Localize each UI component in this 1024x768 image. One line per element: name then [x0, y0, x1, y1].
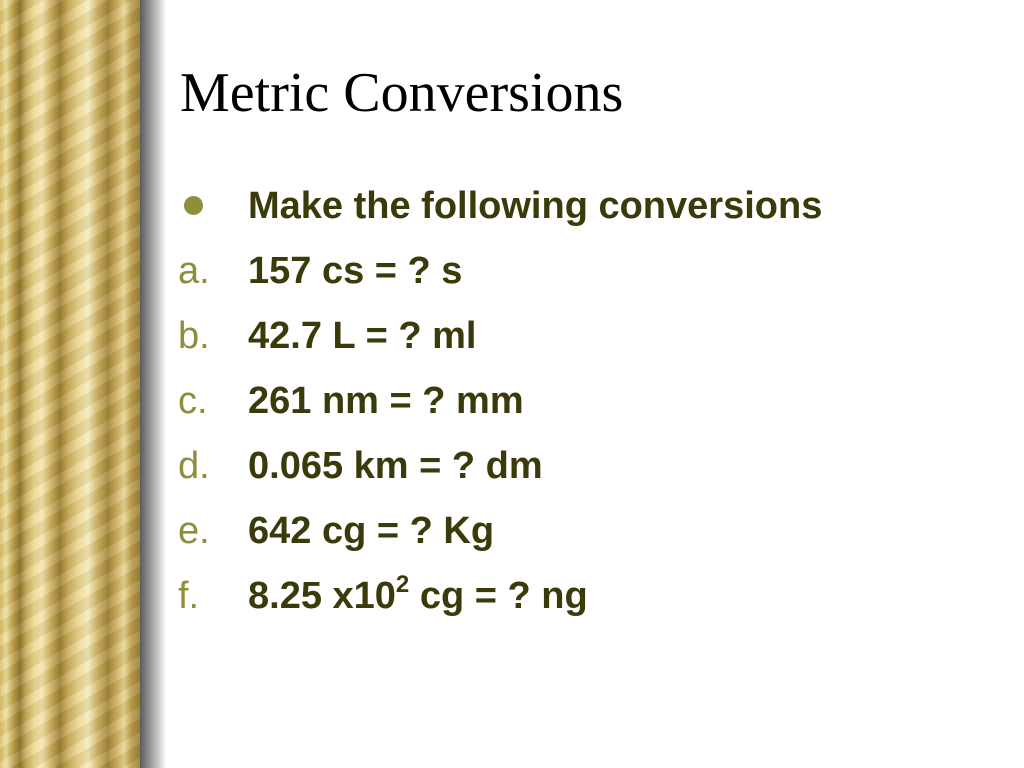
item-marker: c. — [178, 380, 208, 422]
gold-pillar-decoration — [0, 0, 140, 768]
item-marker: e. — [178, 510, 210, 552]
item-marker: d. — [178, 445, 210, 487]
item-text: 42.7 L = ? ml — [248, 315, 477, 357]
item-text-base: 8.25 x10 — [248, 575, 396, 617]
item-marker: a. — [178, 250, 210, 292]
slide-title: Metric Conversions — [180, 62, 624, 124]
item-text — [248, 566, 588, 626]
item-text: 261 nm = ? mm — [248, 380, 524, 422]
item-text: 0.065 km = ? dm — [248, 445, 543, 487]
bullet-icon — [184, 196, 203, 215]
intro-text: Make the following conversions — [248, 185, 823, 227]
item-text: 642 cg = ? Kg — [248, 510, 495, 552]
item-marker: b. — [178, 315, 210, 357]
item-text: 157 cs = ? s — [248, 250, 463, 292]
pillar-shadow — [140, 0, 166, 768]
item-text-rest: cg = ? ng — [409, 575, 588, 617]
item-marker: f. — [178, 575, 200, 617]
exponent-superscript: 2 — [395, 571, 410, 598]
